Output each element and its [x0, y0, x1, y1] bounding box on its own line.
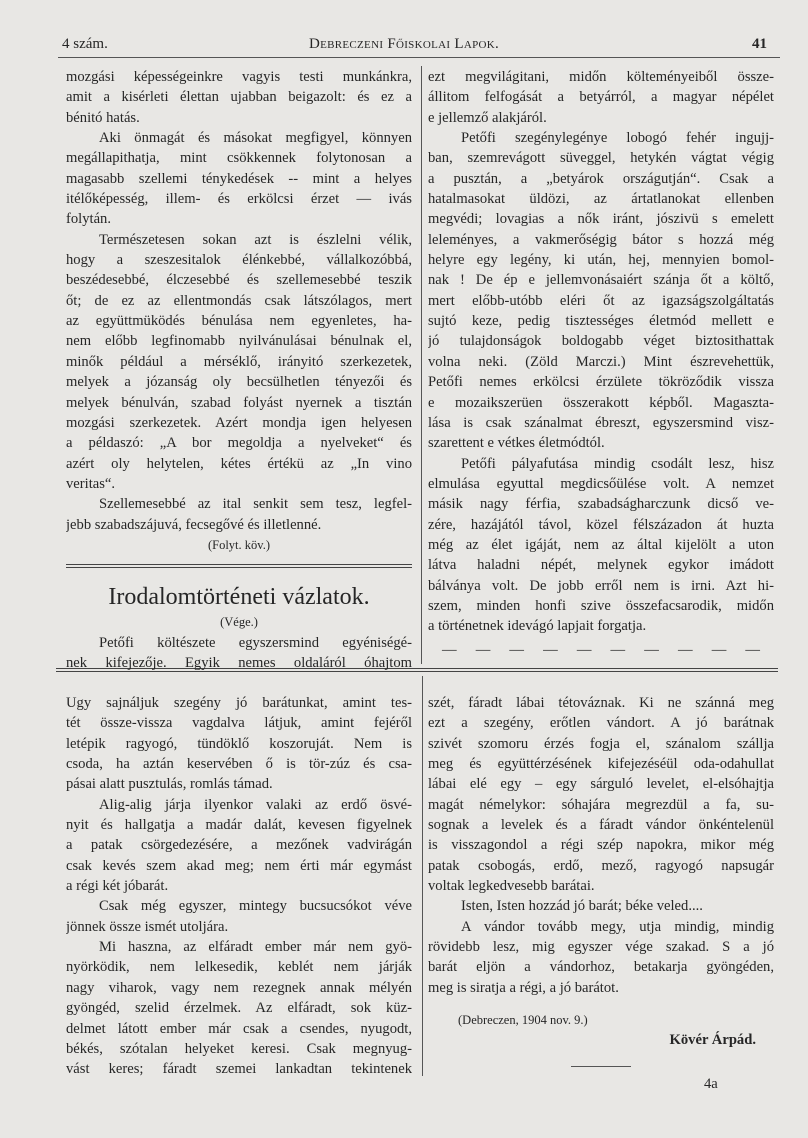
paragraph	[66, 128, 412, 230]
paragraph	[66, 494, 412, 535]
text-line: leleményes, a vakmerőségig bátor s hozzá még	[428, 231, 774, 248]
text-line: mozgási képességeinkre vagyis testi munkánkra,	[66, 69, 412, 85]
text-line: ezt megvilágitani, midőn költeményeiből össze-	[428, 69, 774, 85]
text-line: rövidebb lesz, mig egyszer vége szakad. S a jó	[428, 939, 774, 956]
column-divider-bottom	[422, 676, 423, 1076]
text-line: melyek a józanság oly becsülhetlen tényezői és	[66, 374, 412, 391]
text-line: másik nagy férfia, szabadságharczunk dicső ve-	[428, 496, 774, 513]
text-line: Mi haszna, az elfáradt ember már nem gyö-	[99, 939, 412, 956]
text-line: meg és együttérzésének kifejezéséül oda-odahullat	[428, 756, 774, 773]
text-line: folytán.	[66, 211, 111, 228]
section-note: (Folyt. köv.)	[207, 537, 271, 552]
column-top-right	[428, 67, 774, 661]
author-signature: Kövér Árpád.	[669, 1032, 756, 1049]
text-line: az együttmüködés bénulása nem egyenletes, ha-	[66, 313, 412, 330]
text-line: Petőfi nemes erkölcsi érzülete tökröződik vissza	[428, 374, 774, 391]
paragraph	[66, 633, 412, 674]
text-line: bénitó hatás.	[66, 109, 140, 126]
text-line: letépik ragyogó, tündöklő koszoruját. Nem is	[66, 735, 412, 752]
paragraph	[66, 795, 412, 897]
paragraph	[428, 693, 774, 896]
text-line: gyöngéd, szelid érzelmek. Az elfáradt, sok küz-	[66, 1000, 412, 1017]
text-line: Petőfi szegénylegénye lobogó fehér ingujj-	[461, 130, 774, 147]
text-line: még az élet igáját, nem az által kijelölt a uton	[428, 536, 774, 553]
text-line: Szellemesebbé az ital senkit sem tesz, legfel-	[99, 496, 412, 513]
paragraph	[66, 937, 412, 1079]
text-line: Csak még egyszer, mintegy bucsucsókot véve	[99, 898, 412, 915]
text-line: megállapithatja, mint csökkennek folytonosan a	[66, 150, 412, 167]
text-line: a régi két jóbarát.	[66, 878, 169, 895]
text-line: pásai alatt pusztulás, romlás támad.	[66, 776, 273, 793]
text-line: elmulása egyuttal megdicsőülése volt. A nemzet	[428, 475, 774, 492]
text-line: Aki önmagát és másokat megfigyel, könnyen	[99, 130, 412, 147]
text-line: sognak a levelek és a fáradt vándor önkéntelenül	[428, 817, 774, 834]
section-note: (Vége.)	[220, 615, 258, 630]
text-line: hatalmasokat üldözi, az ártatlanokat ellenben	[428, 191, 774, 208]
paragraph	[66, 896, 412, 937]
text-line: nyit és hallgatja a madár dalát, kevesen figyelnek	[66, 817, 412, 834]
text-line: e mozaikszerüen összerakott képből. Magaszta-	[428, 394, 774, 411]
text-line: nek kifejezője. Egyik nemes oldaláról óhajtom	[66, 654, 412, 671]
text-line: mozgási szerkezetek. Azért mondja igen helyesen	[66, 414, 412, 431]
text-line: ban, szemrevágott süveggel, hetykén vágtat végig	[428, 150, 774, 167]
text-line: magasabb szellemi ténykedések -- mint a helyes	[66, 170, 412, 187]
text-line: beszédesebbé, élczesebbé és szellemesebbé teszik	[66, 272, 412, 289]
text-line: nak ! De ép e jellemvonásaiért szánja őt a költő,	[428, 272, 774, 289]
text-line: Természetesen sokan azt is észlelni vélik,	[99, 231, 412, 248]
text-line: lábai elé egy – egy sárguló levelet, el-elsóhajtja	[428, 776, 774, 793]
text-line: volna neki. (Zöld Marczi.) Mint észrevehettük,	[428, 353, 774, 370]
text-line: barát eljön a vándorhoz, betakarja gyöngéden,	[428, 959, 774, 976]
text-line: állitom felfogását a betyárról, a magyar népélet	[428, 89, 774, 106]
text-line: csak kevés szem akad meg; nem érti már egymást	[66, 857, 412, 874]
text-line: a történetnek idevágó lapjait forgatja.	[428, 618, 647, 635]
text-line: itélőképesség, illem- és erkölcsi érzet — ivás	[66, 191, 412, 208]
text-line: vást keres; fáradt szemei lankadtan tekintenek	[66, 1061, 412, 1078]
paragraph	[428, 454, 774, 637]
paragraph	[428, 917, 774, 998]
text-line: szét, fáradt lábai tétováznak. Ki ne szánná meg	[428, 695, 774, 711]
text-line: Ugy sajnáljuk szegény jó barátunkat, amint tes-	[66, 695, 412, 711]
text-line: nyörködik, nem lelkesedik, keblét nem járják	[66, 959, 412, 976]
text-line: ezt a szegény, erőtlen vándort. A jó barátnak	[428, 715, 774, 732]
text-line: szivét szomoru érzés fogja el, szánalom szállja	[428, 735, 774, 752]
text-line: minők például a mérséklő, irányitó szerkezetek,	[66, 353, 412, 370]
text-line: magát némelykor: sóhajára megrezdül a fa, su-	[428, 796, 774, 813]
text-line: szem, minden honfi szive összefacsarodik, midőn	[428, 597, 774, 614]
text-line: jönnek össze ismét utoljára.	[66, 918, 229, 935]
text-line: Petőfi pályafutása mindig csodált lesz, hisz	[461, 455, 774, 472]
text-line: helyre egy legény, ki után, hej, mennyien bomol-	[428, 252, 774, 269]
text-line: jó tulajdonságok boldogabb véget biztosithattak	[428, 333, 774, 350]
text-line: voltak legkedvesebb barátai.	[428, 878, 595, 895]
text-line: őt; de ez az ellentmondás csak látszólagos, mert	[66, 292, 412, 309]
text-line: zére, hazájától távol, közel félszázadon át huzta	[428, 516, 774, 533]
text-line: hogy a szeszesitalok élénkebbé, vállalkozóbbá,	[66, 252, 412, 269]
page-number: 41	[752, 36, 767, 52]
header-rule	[58, 57, 780, 58]
text-line: mert előbb-utóbb eléri őt az igazságszolgáltatás	[428, 292, 774, 309]
end-rule	[571, 1066, 631, 1067]
text-line: a példaszó: „A bor megoldja a nyelveket“ és	[66, 435, 412, 452]
text-line: patak csobogás, erdő, mező, ragyogó napsugár	[428, 857, 774, 874]
text-line: szarettent e vétkes életmódtól.	[428, 435, 605, 452]
text-line: veritas“.	[66, 475, 116, 492]
column-bottom-left	[66, 693, 412, 1080]
signature-mark: 4a	[704, 1076, 718, 1092]
text-line: e jellemző alakjáról.	[428, 109, 547, 126]
text-line: Alig-alig járja ilyenkor valaki az erdő ösvé-	[99, 796, 412, 813]
text-line: azért oly helytelen, kétes értékü az „In vino	[66, 455, 412, 472]
dateline: (Debreczen, 1904 nov. 9.)	[458, 1013, 588, 1028]
issue-number: 4 szám.	[62, 36, 108, 52]
paragraph	[428, 67, 774, 128]
text-line: lása is csak szánalmat ébreszt, egyszersmind visz-	[428, 414, 774, 431]
text-line: A vándor tovább megy, utja mindig, mindig	[461, 918, 774, 935]
text-line: nagy viharok, vagy nem rezegnek annak mélyén	[66, 979, 412, 996]
text-line: tét össze-vissza vagdalva látjuk, amint fejéről	[66, 715, 412, 732]
text-line: jebb szabadszájuvá, fecsegővé és illetlenné.	[66, 516, 322, 533]
text-line: Petőfi költészete egyszersmind egyéniségé-	[99, 634, 412, 651]
double-rule	[66, 564, 412, 568]
text-line: békés, szótalan helyeket keresi. Csak megnyug-	[66, 1040, 412, 1057]
column-top-left	[66, 67, 412, 673]
column-bottom-right	[428, 693, 774, 1067]
text-line: bálványa volt. De jobb erről nem is irni. Azt hi-	[428, 577, 774, 594]
text-line: Isten, Isten hozzád jó barát; béke veled....	[461, 898, 703, 915]
text-line: is visszagondol a régi szép napokra, mikor még	[428, 837, 774, 854]
text-line: a pusztán, a „betyárok országutján“. Csak a	[428, 170, 774, 187]
paragraph	[428, 896, 774, 916]
paragraph	[428, 128, 774, 454]
text-line: melyek bénulván, szabad folyást nyernek a tisztán	[66, 394, 412, 411]
paragraph	[66, 67, 412, 128]
text-line: a patak csörgedezésére, a mezőnek vadvirágán	[66, 837, 412, 854]
text-line: delmet látott ember már csak a csendes, nyugodt,	[66, 1020, 412, 1037]
paragraph	[66, 230, 412, 494]
text-line: látva haladni népét, melynek egykor imádott	[428, 557, 774, 574]
text-line: nem előbb legfinomabb nyilvánulásai bénulnak el,	[66, 333, 412, 350]
article-title: Irodalomtörténeti vázlatok.	[108, 584, 370, 611]
dash-separator: — — — — — — — — — —	[442, 641, 760, 658]
column-divider-top	[421, 66, 422, 664]
text-line: csoda, ha aztán keservében ő is tör-zúz és csa-	[66, 756, 412, 773]
text-line: sujtó keze, pedig tisztességes életmód mellett e	[428, 313, 774, 330]
text-line: megvédi; lovagias a nők iránt, jószivü s emelett	[428, 211, 774, 228]
journal-title: Debreczeni Főiskolai Lapok.	[308, 36, 500, 52]
text-line: amit a kisérleti élettan ujabban beigazolt: és ez a	[66, 89, 412, 106]
text-line: meg is siratja a régi, a jó barátot.	[428, 979, 619, 996]
paragraph	[66, 693, 412, 795]
